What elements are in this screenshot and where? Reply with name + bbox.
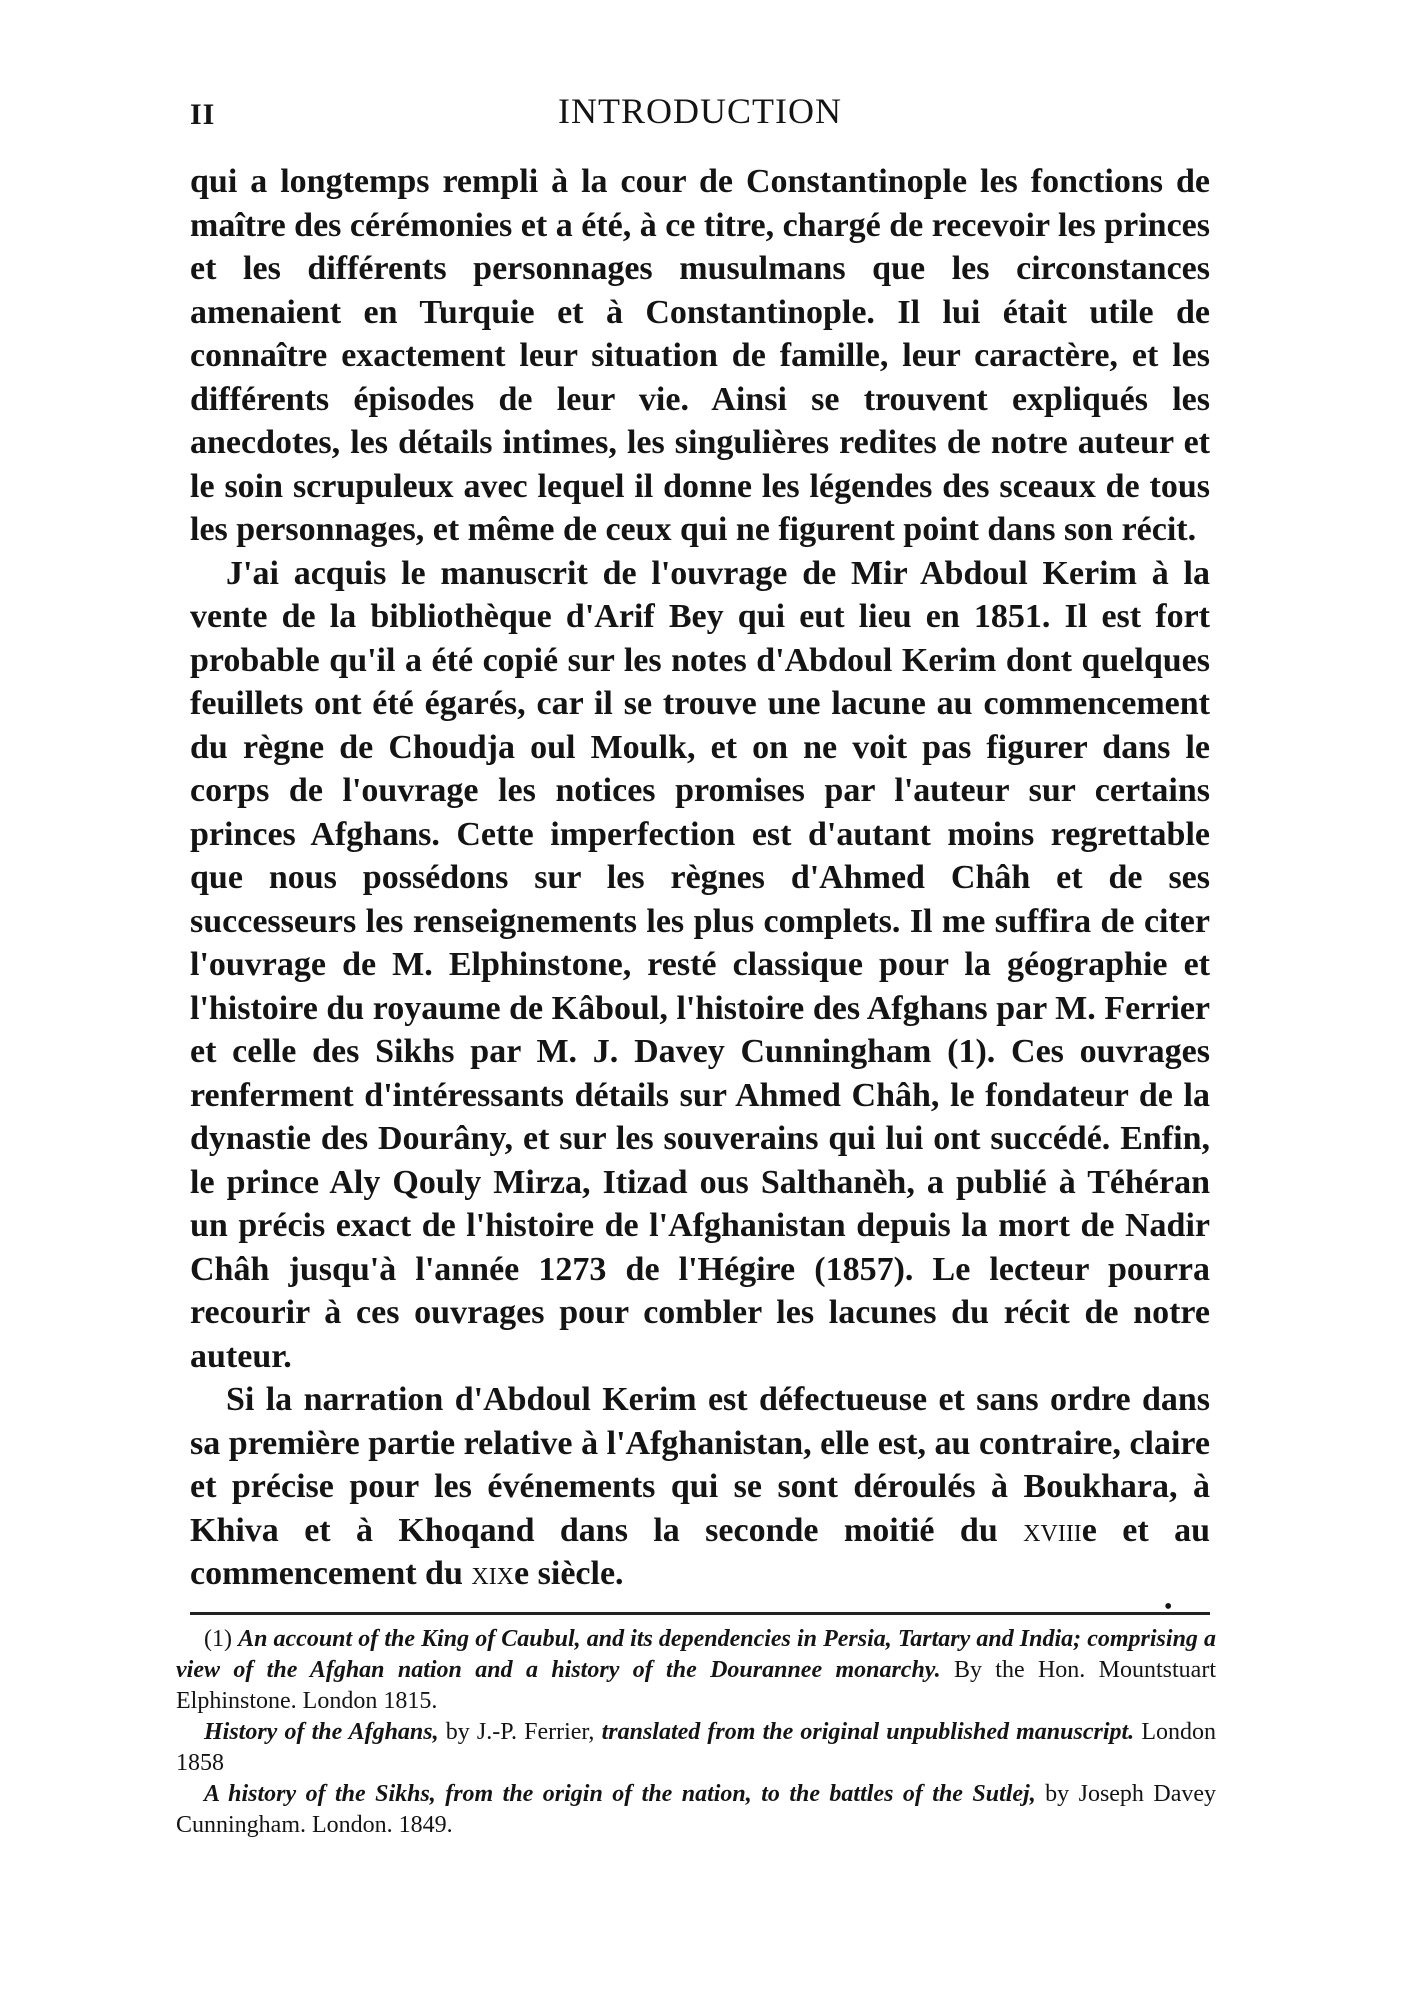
paragraph-3-text-c: e siècle. xyxy=(514,1555,624,1592)
footnote-1 xyxy=(176,1624,1216,1717)
paragraph-2: J'ai acquis le manuscrit de l'ouvrage de Mir Abdoul Kerim à la vente de la bibliothèque d'Arif Bey qui eut lieu en 1851. Il est fort probable qu'il a été copié sur les notes d'Abdoul Kerim dont quelques feuillets ont été égarés, car il se trouve une lacune au commencement du règne de Choudja oul Moulk, et on ne voit pas figurer dans le corps de l'ouvrage les notices promises par l'auteur sur certains princes Afghans. Cette imperfection est d'autant moins regrettable que nous possédons sur les règnes d'Ahmed Châh et de ses successeurs les renseignements les plus complets. Il me suffira de citer l'ouvrage de M. Elphinstone, resté classique pour la géographie et l'histoire du royaume de Kâboul, l'histoire des Afghans par M. Ferrier et celle des Sikhs par M. J. Davey Cunningham (1). Ces ouvrages renferment d'intéressants détails sur Ahmed Châh, le fondateur de la dynastie des Dourâny, et sur les souverains qui lui ont succédé. Enfin, le prince Aly Qouly Mirza, Itizad ous Salthanèh, a publié à Téhéran un précis exact de l'histoire de l'Afghanistan depuis la mort de Nadir Châh jusqu'à l'année 1273 de l'Hégire (1857). Le lecteur pourra recourir à ces ouvrages pour combler les lacunes du récit de notre auteur. xyxy=(190,554,1210,1375)
footnote-3-title: A history of the Sikhs, from the origin of the nation, to the battles of the Sutlej, xyxy=(204,1781,1036,1807)
footnote-2-rest: London 1858 xyxy=(176,1719,1216,1776)
footnotes xyxy=(176,1624,1216,1841)
running-header xyxy=(190,90,1210,150)
running-title: INTRODUCTION xyxy=(558,91,842,131)
footnote-1-rest: By the Hon. Mountstuart Elphinstone. London 1815. xyxy=(176,1657,1216,1714)
footnote-2 xyxy=(176,1717,1216,1779)
rule-dot: • xyxy=(1164,1594,1173,1620)
century-numeral-xviii: xviii xyxy=(1023,1511,1082,1549)
paragraph-1: qui a longtemps rempli à la cour de Constantinople les fonctions de maître des cérémonies et a été, à ce titre, chargé de recevoir les princes et les différents personnages musulmans que les circonstances amenaient en Turquie et à Constantinople. Il lui était utile de connaître exactement leur situation de famille, leur caractère, et les différents épisodes de leur vie. Ainsi se trouvent expliqués les anecdotes, les détails intimes, les singulières redites de notre auteur et le soin scrupuleux avec lequel il donne les légendes des sceaux de tous les personnages, et même de ceux qui ne figurent point dans son récit. xyxy=(190,163,1210,548)
footnote-2-title2: translated from the original unpublished manuscript. xyxy=(601,1719,1135,1745)
footnote-rule xyxy=(190,1612,1210,1615)
footnote-3 xyxy=(176,1779,1216,1841)
footnote-2-title: History of the Afghans, xyxy=(204,1719,439,1745)
paragraph-3-text-a: Si la narration d'Abdoul Kerim est défectueuse et sans ordre dans sa première partie relative à l'Afghanistan, elle est, au contraire, claire et précise pour les événements qui se sont déroulés à Boukhara, à Khiva et à Khoqand dans la seconde moitié du xyxy=(190,1381,1210,1549)
footnote-2-by: by J.-P. Ferrier, xyxy=(445,1719,595,1745)
footnote-3-rest: by Joseph Davey Cunningham. London. 1849. xyxy=(176,1781,1217,1838)
page-number: II xyxy=(190,98,216,131)
footnote-1-title: An account of the King of Caubul, and its dependencies in Persia, Tartary and India; comprising a view of the Afghan nation and a history of the Dourannee monarchy. xyxy=(176,1626,1217,1683)
paragraph-3-text-b: e et au commencement du xyxy=(190,1511,1211,1592)
paragraph-3 xyxy=(190,1378,1210,1596)
footnote-number: (1) xyxy=(204,1626,232,1652)
century-numeral-xix: xix xyxy=(471,1555,515,1592)
body-text xyxy=(190,160,1210,1596)
